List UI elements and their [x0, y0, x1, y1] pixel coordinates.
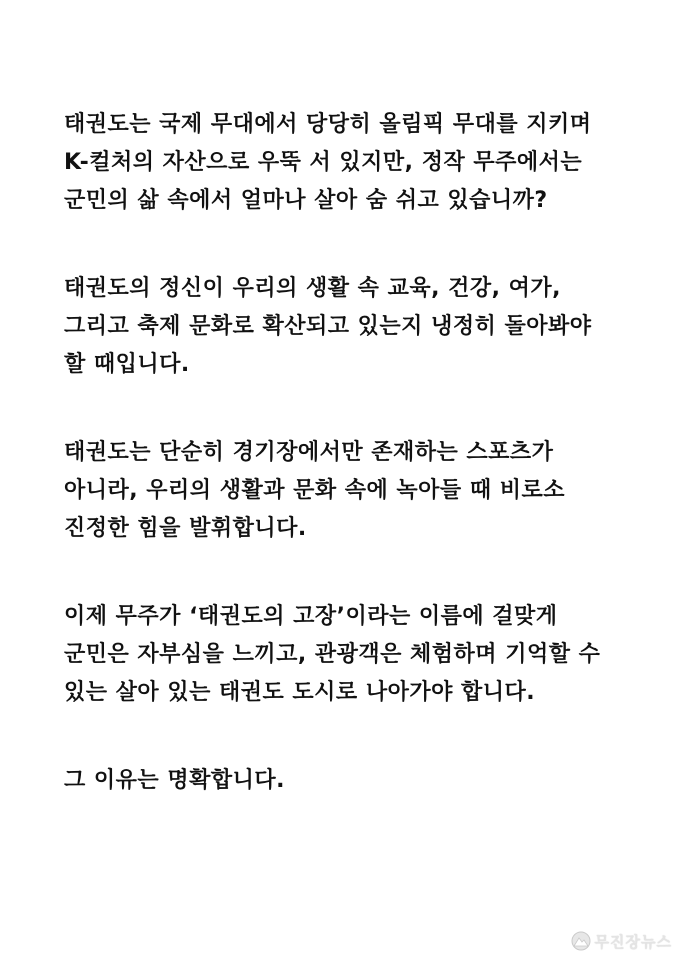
text-line: 이제 무주가 ‘태권도의 고장’이라는 이름에 걸맞게: [64, 604, 558, 629]
text-line: 태권도는 국제 무대에서 당당히 올림픽 무대를 지키며: [64, 112, 592, 137]
text-line: 그 이유는 명확합니다.: [64, 768, 285, 793]
text-line: 할 때입니다.: [64, 352, 190, 377]
watermark: [571, 928, 672, 954]
text-line: 있는 살아 있는 태권도 도시로 나아가야 합니다.: [64, 680, 536, 705]
paragraph-3: [64, 434, 624, 548]
text-line: 진정한 힘을 발휘합니다.: [64, 516, 307, 541]
text-line: 태권도는 단순히 경기장에서만 존재하는 스포츠가: [64, 440, 554, 465]
paragraph-4: [64, 598, 624, 712]
text-line: 군민은 자부심을 느끼고, 관광객은 체험하며 기억할 수: [64, 642, 601, 667]
watermark-text: 무진장뉴스: [594, 932, 672, 951]
text-line: 태권도의 정신이 우리의 생활 속 교육, 건강, 여가,: [64, 276, 561, 301]
paragraph-1: [64, 106, 624, 220]
paragraph-2: [64, 270, 624, 384]
text-line: 군민의 삶 속에서 얼마나 살아 숨 쉬고 있습니까?: [64, 188, 548, 213]
text-line: K-컬처의 자산으로 우뚝 서 있지만, 정작 무주에서는: [64, 150, 583, 175]
document-body: [64, 106, 624, 850]
text-line: 그리고 축제 문화로 확산되고 있는지 냉정히 돌아봐야: [64, 314, 592, 339]
paragraph-5: [64, 762, 624, 800]
text-line: 아니라, 우리의 생활과 문화 속에 녹아들 때 비로소: [64, 478, 566, 503]
mountain-logo-icon: [571, 931, 591, 951]
